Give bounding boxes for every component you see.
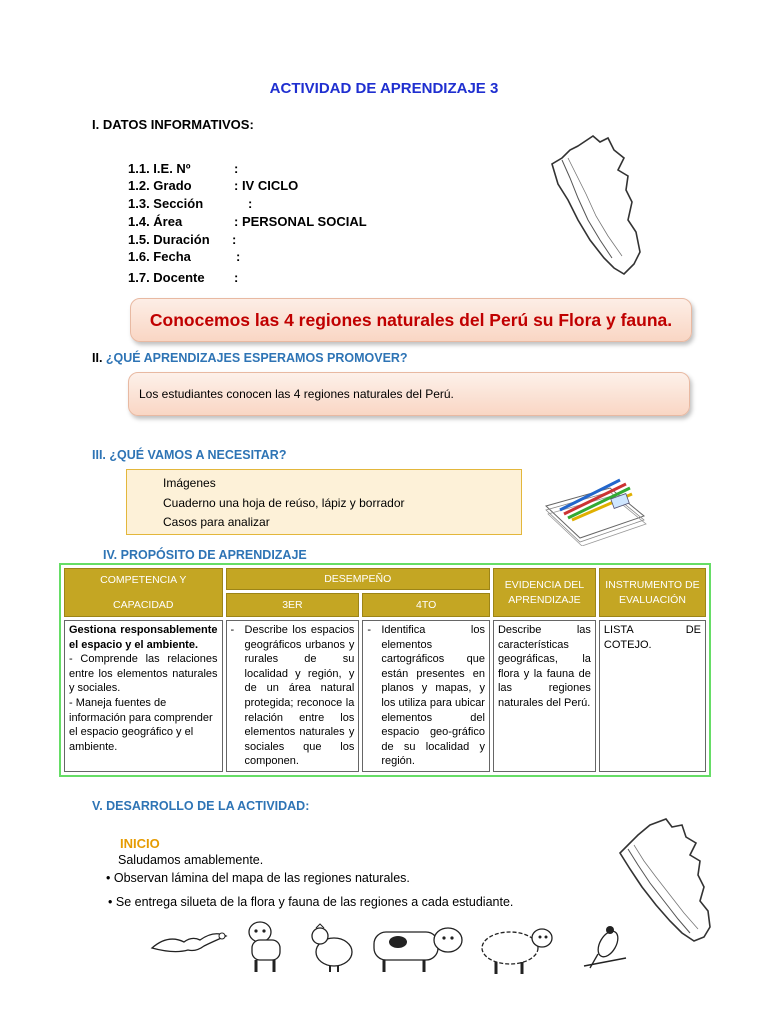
section-5-heading: V. DESARROLLO DE LA ACTIVIDAD: xyxy=(92,799,310,813)
capacidad-item: - Comprende las relaciones entre los elementos naturales y sociales. xyxy=(69,653,218,695)
header-competencia-line1: COMPETENCIA Y xyxy=(100,573,187,586)
bullet-icon: • xyxy=(108,895,113,909)
notebook-pencils-image xyxy=(540,466,650,546)
materials-box xyxy=(126,469,522,535)
topic-banner: Conocemos las 4 regiones naturales del Perú su Flora y fauna. xyxy=(130,298,692,342)
header-instrumento: INSTRUMENTO DE EVALUACIÓN xyxy=(599,568,706,617)
cell-desempeno-4to: - Identifica los elementos cartográficos que están presentes en planos y mapas, y los utiliza para ubicar elementos del espacio geo-gráfico de su localidad y región. xyxy=(362,620,490,772)
chicken-icon xyxy=(304,922,360,974)
material-item: Casos para analizar xyxy=(163,515,270,529)
header-3er: 3ER xyxy=(226,593,360,617)
condor-icon xyxy=(148,922,230,964)
material-item: Cuaderno una hoja de reúso, lápiz y borrador xyxy=(163,496,405,510)
competencia-title: Gestiona responsablemente el espacio y el ambiente. xyxy=(69,624,218,651)
info-row-seccion: 1.3. Sección : xyxy=(128,196,253,211)
learning-goal-text: Los estudiantes conocen las 4 regiones naturales del Perú. xyxy=(139,387,454,401)
page-title: ACTIVIDAD DE APRENDIZAJE 3 xyxy=(269,80,499,97)
header-4to: 4TO xyxy=(362,593,490,617)
inicio-label: INICIO xyxy=(120,836,160,851)
learning-goal-box xyxy=(128,372,690,416)
info-row-area: 1.4. Área : PERSONAL SOCIAL xyxy=(128,214,367,229)
section-2-number: II. xyxy=(92,351,103,365)
header-desempeno: DESEMPEÑO xyxy=(226,568,490,590)
cow-icon xyxy=(368,920,468,976)
section-2-title: ¿QUÉ APRENDIZAJES ESPERAMOS PROMOVER? xyxy=(105,351,408,365)
llama-icon xyxy=(238,918,294,976)
table-row xyxy=(64,620,706,772)
info-row-ie: 1.1. I.E. Nº : xyxy=(128,161,239,176)
peru-map-image xyxy=(548,128,648,288)
section-2-heading xyxy=(92,351,408,365)
header-competencia xyxy=(64,568,223,617)
desempeno-3er-text: Describe los espacios geográficos urbanos y rurales de su localidad y región, y de un área natural protegida; reconoce la relación entre los elementos naturales y sociales que los componen. xyxy=(244,624,355,768)
cell-competencia xyxy=(64,620,223,772)
desempeno-4to-text: Identifica los elementos cartográficos que están presentes en planos y mapas, y los utiliza para ubicar elementos del espacio geo-gráfico de su localidad y región. xyxy=(381,624,485,768)
section-3-heading: III. ¿QUÉ VAMOS A NECESITAR? xyxy=(92,448,287,462)
activity-bullet-line: • Se entrega silueta de la flora y fauna de las regiones a cada estudiante. xyxy=(108,895,514,909)
table-header-row xyxy=(64,568,706,590)
cell-instrumento: LISTA DE COTEJO. xyxy=(599,620,706,772)
bullet-icon: • xyxy=(106,871,111,885)
sheep-icon xyxy=(476,922,558,976)
activity-bullet-line: • Observan lámina del mapa de las regiones naturales. xyxy=(106,871,410,885)
bird-icon xyxy=(580,920,630,976)
info-row-docente: 1.7. Docente : xyxy=(128,270,239,285)
header-competencia-line2: CAPACIDAD xyxy=(113,598,174,611)
info-row-duracion: 1.5. Duración : xyxy=(128,232,237,247)
material-item: Imágenes xyxy=(163,476,216,490)
activity-line: Saludamos amablemente. xyxy=(118,853,264,867)
capacidad-item: - Maneja fuentes de información para comprender el espacio geográfico y el ambiente. xyxy=(69,696,213,753)
cell-desempeno-3er: - Describe los espacios geográficos urbanos y rurales de su localidad y región, y de un área natural protegida; reconoce la relación entre los elementos naturales y sociales que los componen. xyxy=(226,620,360,772)
header-evidencia: EVIDENCIA DEL APRENDIZAJE xyxy=(493,568,596,617)
section-4-heading: IV. PROPÓSITO DE APRENDIZAJE xyxy=(103,548,307,562)
cell-evidencia: Describe las características geográficas, la flora y la fauna de las regiones naturales del Perú. xyxy=(493,620,596,772)
info-row-fecha: 1.6. Fecha : xyxy=(128,249,241,264)
learning-purpose-table xyxy=(59,563,711,777)
info-row-grado: 1.2. Grado : IV CICLO xyxy=(128,178,299,193)
section-1-heading: I. DATOS INFORMATIVOS: xyxy=(92,117,254,132)
